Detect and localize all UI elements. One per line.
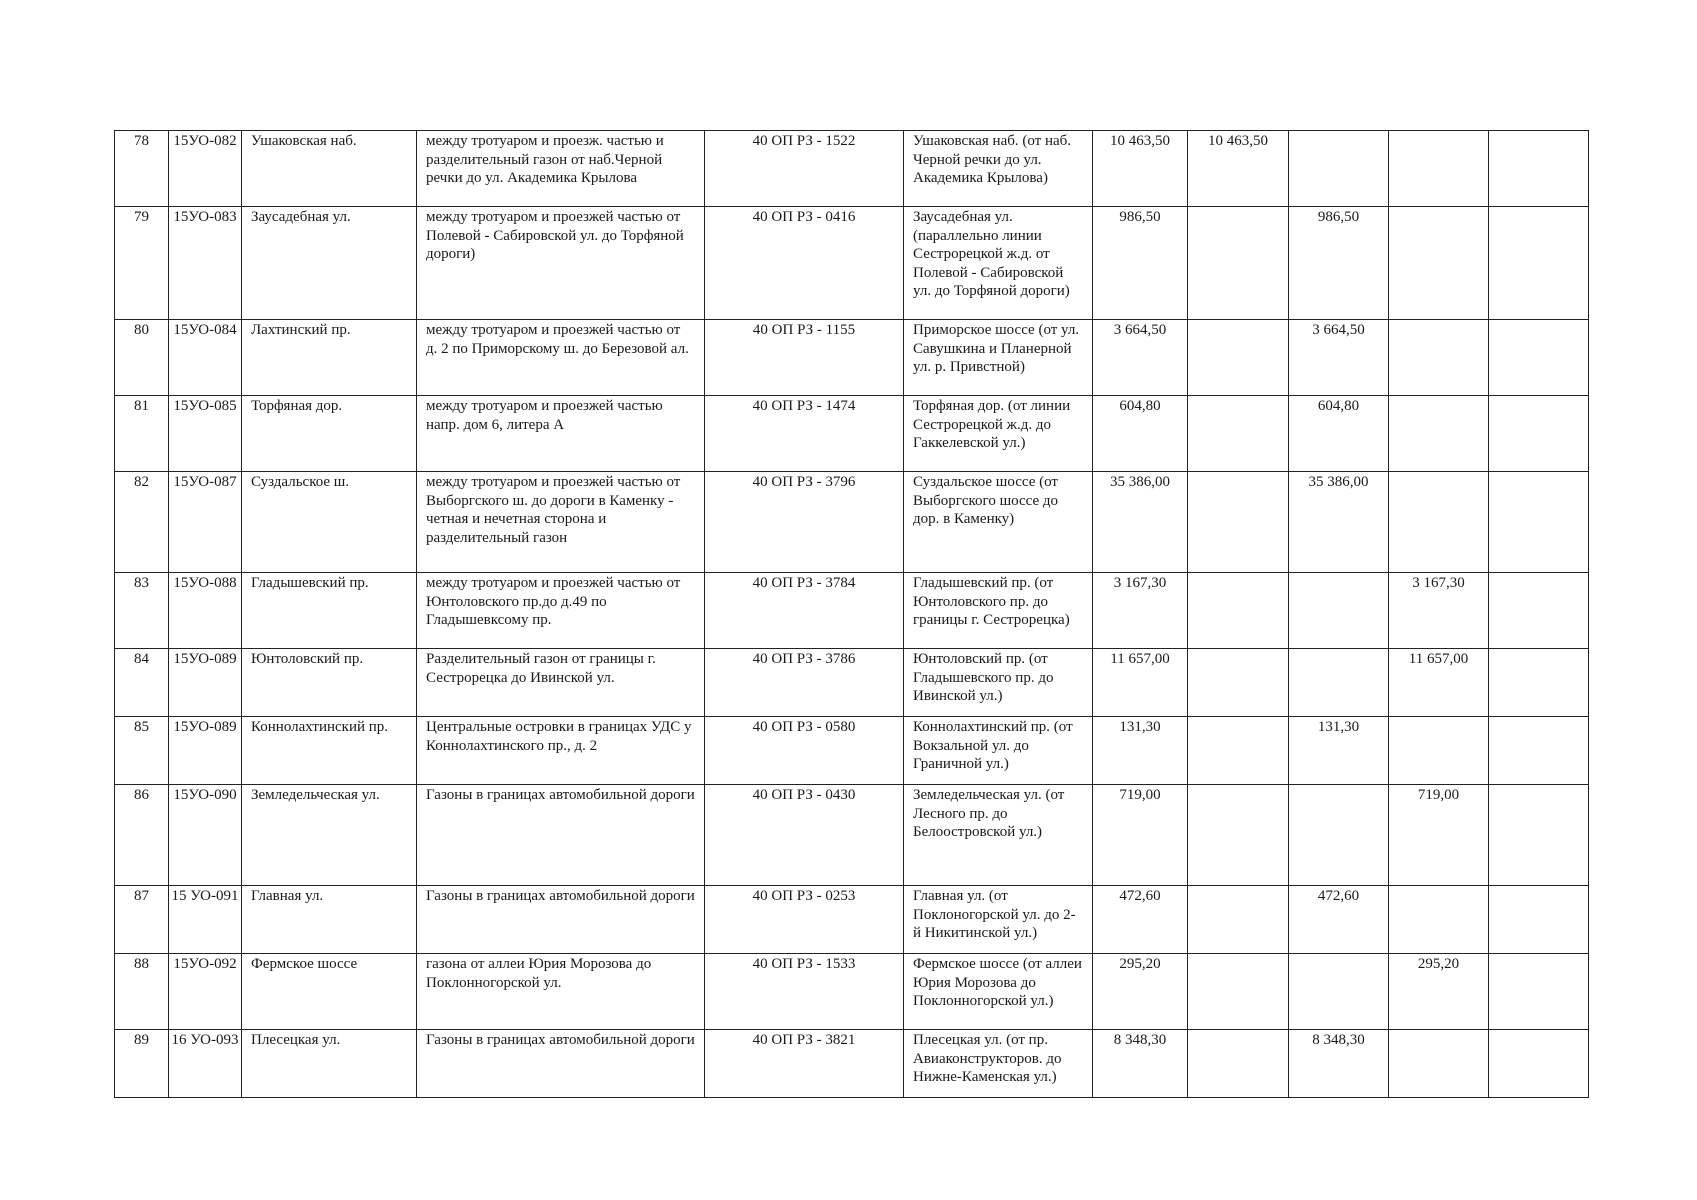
area-column-3	[1389, 472, 1489, 573]
area-column-3	[1389, 1030, 1489, 1098]
road-name: Приморское шоссе (от ул. Савушкина и Планерной ул. р. Привстной)	[904, 320, 1093, 396]
road-registry-id: 40 ОП РЗ - 3784	[705, 573, 904, 649]
location-description: между тротуаром и проезжей частью от Полевой - Сабировской ул. до Торфяной дороги)	[417, 207, 705, 320]
object-code: 15УО-084	[169, 320, 242, 396]
street-name: Главная ул.	[242, 886, 417, 954]
table-row	[115, 207, 1589, 320]
street-name: Лахтинский пр.	[242, 320, 417, 396]
area-column-1	[1188, 573, 1289, 649]
area-column-1	[1188, 207, 1289, 320]
location-description: Разделительный газон от границы г. Сестрорецка до Ивинской ул.	[417, 649, 705, 717]
row-number: 85	[115, 717, 169, 785]
table-row	[115, 1030, 1589, 1098]
road-name: Главная ул. (от Поклоногорской ул. до 2-й Никитинской ул.)	[904, 886, 1093, 954]
road-registry-id: 40 ОП РЗ - 1522	[705, 131, 904, 207]
object-code: 15УО-089	[169, 717, 242, 785]
road-name: Плесецкая ул. (от пр. Авиаконструкторов. до Нижне-Каменская ул.)	[904, 1030, 1093, 1098]
road-name: Ушаковская наб. (от наб. Черной речки до ул. Академика Крылова)	[904, 131, 1093, 207]
area-total: 295,20	[1093, 954, 1188, 1030]
road-registry-id: 40 ОП РЗ - 1474	[705, 396, 904, 472]
object-code: 15УО-089	[169, 649, 242, 717]
road-name: Торфяная дор. (от линии Сестрорецкой ж.д. до Гаккелевской ул.)	[904, 396, 1093, 472]
table-row	[115, 649, 1589, 717]
area-column-3	[1389, 396, 1489, 472]
area-column-2	[1289, 573, 1389, 649]
area-total: 131,30	[1093, 717, 1188, 785]
area-column-3	[1389, 207, 1489, 320]
area-column-1	[1188, 396, 1289, 472]
location-description: между тротуаром и проезжей частью от Выборгского ш. до дороги в Каменку - четная и нечетная сторона и разделительный газон	[417, 472, 705, 573]
table-row	[115, 573, 1589, 649]
area-column-2: 3 664,50	[1289, 320, 1389, 396]
area-column-1	[1188, 320, 1289, 396]
area-total: 8 348,30	[1093, 1030, 1188, 1098]
row-number: 81	[115, 396, 169, 472]
road-registry-id: 40 ОП РЗ - 0253	[705, 886, 904, 954]
location-description: между тротуаром и проезжей частью от д. 2 по Приморскому ш. до Березовой ал.	[417, 320, 705, 396]
area-column-4	[1489, 886, 1589, 954]
road-registry-id: 40 ОП РЗ - 0580	[705, 717, 904, 785]
area-column-4	[1489, 131, 1589, 207]
area-column-3	[1389, 320, 1489, 396]
location-description: Центральные островки в границах УДС у Коннолахтинского пр., д. 2	[417, 717, 705, 785]
road-name: Суздальское шоссе (от Выборгского шоссе до дор. в Каменку)	[904, 472, 1093, 573]
street-name: Коннолахтинский пр.	[242, 717, 417, 785]
road-registry-id: 40 ОП РЗ - 0430	[705, 785, 904, 886]
table-row	[115, 954, 1589, 1030]
area-column-1	[1188, 717, 1289, 785]
location-description: между тротуаром и проезж. частью и разделительный газон от наб.Черной речки до ул. Академика Крылова	[417, 131, 705, 207]
area-column-1	[1188, 1030, 1289, 1098]
area-column-3	[1389, 131, 1489, 207]
area-column-2	[1289, 649, 1389, 717]
object-code: 15УО-083	[169, 207, 242, 320]
table-row	[115, 396, 1589, 472]
area-column-1	[1188, 785, 1289, 886]
area-column-4	[1489, 573, 1589, 649]
area-column-4	[1489, 472, 1589, 573]
table-row	[115, 320, 1589, 396]
row-number: 88	[115, 954, 169, 1030]
table-row	[115, 886, 1589, 954]
road-registry-id: 40 ОП РЗ - 0416	[705, 207, 904, 320]
area-column-2	[1289, 954, 1389, 1030]
row-number: 84	[115, 649, 169, 717]
area-column-3: 295,20	[1389, 954, 1489, 1030]
street-name: Фермское шоссе	[242, 954, 417, 1030]
registry-table	[114, 130, 1589, 1098]
area-column-4	[1489, 649, 1589, 717]
road-registry-id: 40 ОП РЗ - 1533	[705, 954, 904, 1030]
road-name: Заусадебная ул. (параллельно линии Сестрорецкой ж.д. от Полевой - Сабировской ул. до Торфяной дороги)	[904, 207, 1093, 320]
road-name: Земледельческая ул. (от Лесного пр. до Белоостровской ул.)	[904, 785, 1093, 886]
row-number: 83	[115, 573, 169, 649]
street-name: Заусадебная ул.	[242, 207, 417, 320]
table-row	[115, 131, 1589, 207]
road-name: Юнтоловский пр. (от Гладышевского пр. до Ивинской ул.)	[904, 649, 1093, 717]
row-number: 82	[115, 472, 169, 573]
street-name: Гладышевский пр.	[242, 573, 417, 649]
area-total: 3 167,30	[1093, 573, 1188, 649]
area-total: 719,00	[1093, 785, 1188, 886]
road-registry-id: 40 ОП РЗ - 3786	[705, 649, 904, 717]
area-column-1	[1188, 954, 1289, 1030]
area-column-2: 472,60	[1289, 886, 1389, 954]
area-column-2	[1289, 785, 1389, 886]
street-name: Ушаковская наб.	[242, 131, 417, 207]
area-column-1	[1188, 472, 1289, 573]
street-name: Суздальское ш.	[242, 472, 417, 573]
area-column-4	[1489, 785, 1589, 886]
table-row	[115, 717, 1589, 785]
object-code: 15УО-088	[169, 573, 242, 649]
area-column-1	[1188, 886, 1289, 954]
row-number: 79	[115, 207, 169, 320]
area-total: 986,50	[1093, 207, 1188, 320]
area-column-4	[1489, 396, 1589, 472]
location-description: газона от аллеи Юрия Морозова до Поклонногорской ул.	[417, 954, 705, 1030]
area-column-2	[1289, 131, 1389, 207]
location-description: между тротуаром и проезжей частью от Юнтоловского пр.до д.49 по Гладышевксому пр.	[417, 573, 705, 649]
street-name: Торфяная дор.	[242, 396, 417, 472]
object-code: 15УО-090	[169, 785, 242, 886]
road-name: Фермское шоссе (от аллеи Юрия Морозова до Поклонногорской ул.)	[904, 954, 1093, 1030]
area-total: 10 463,50	[1093, 131, 1188, 207]
table-row	[115, 472, 1589, 573]
area-column-4	[1489, 954, 1589, 1030]
row-number: 87	[115, 886, 169, 954]
road-registry-id: 40 ОП РЗ - 3796	[705, 472, 904, 573]
area-column-1: 10 463,50	[1188, 131, 1289, 207]
area-column-4	[1489, 207, 1589, 320]
area-column-2: 604,80	[1289, 396, 1389, 472]
row-number: 89	[115, 1030, 169, 1098]
area-column-4	[1489, 717, 1589, 785]
location-description: между тротуаром и проезжей частью напр. дом 6, литера А	[417, 396, 705, 472]
area-column-3	[1389, 717, 1489, 785]
location-description: Газоны в границах автомобильной дороги	[417, 785, 705, 886]
area-total: 604,80	[1093, 396, 1188, 472]
area-column-3: 11 657,00	[1389, 649, 1489, 717]
object-code: 15 УО-091	[169, 886, 242, 954]
row-number: 80	[115, 320, 169, 396]
area-total: 11 657,00	[1093, 649, 1188, 717]
location-description: Газоны в границах автомобильной дороги	[417, 886, 705, 954]
object-code: 16 УО-093	[169, 1030, 242, 1098]
object-code: 15УО-087	[169, 472, 242, 573]
row-number: 86	[115, 785, 169, 886]
street-name: Юнтоловский пр.	[242, 649, 417, 717]
area-column-2: 986,50	[1289, 207, 1389, 320]
road-registry-id: 40 ОП РЗ - 1155	[705, 320, 904, 396]
street-name: Земледельческая ул.	[242, 785, 417, 886]
row-number: 78	[115, 131, 169, 207]
object-code: 15УО-085	[169, 396, 242, 472]
area-column-3	[1389, 886, 1489, 954]
location-description: Газоны в границах автомобильной дороги	[417, 1030, 705, 1098]
area-column-3: 719,00	[1389, 785, 1489, 886]
object-code: 15УО-092	[169, 954, 242, 1030]
area-column-4	[1489, 320, 1589, 396]
area-total: 3 664,50	[1093, 320, 1188, 396]
street-name: Плесецкая ул.	[242, 1030, 417, 1098]
area-column-2: 8 348,30	[1289, 1030, 1389, 1098]
area-column-2: 131,30	[1289, 717, 1389, 785]
area-column-3: 3 167,30	[1389, 573, 1489, 649]
object-code: 15УО-082	[169, 131, 242, 207]
road-name: Коннолахтинский пр. (от Вокзальной ул. до Граничной ул.)	[904, 717, 1093, 785]
table-row	[115, 785, 1589, 886]
road-name: Гладышевский пр. (от Юнтоловского пр. до границы г. Сестрорецка)	[904, 573, 1093, 649]
area-column-4	[1489, 1030, 1589, 1098]
area-total: 472,60	[1093, 886, 1188, 954]
area-column-2: 35 386,00	[1289, 472, 1389, 573]
area-total: 35 386,00	[1093, 472, 1188, 573]
area-column-1	[1188, 649, 1289, 717]
road-registry-id: 40 ОП РЗ - 3821	[705, 1030, 904, 1098]
